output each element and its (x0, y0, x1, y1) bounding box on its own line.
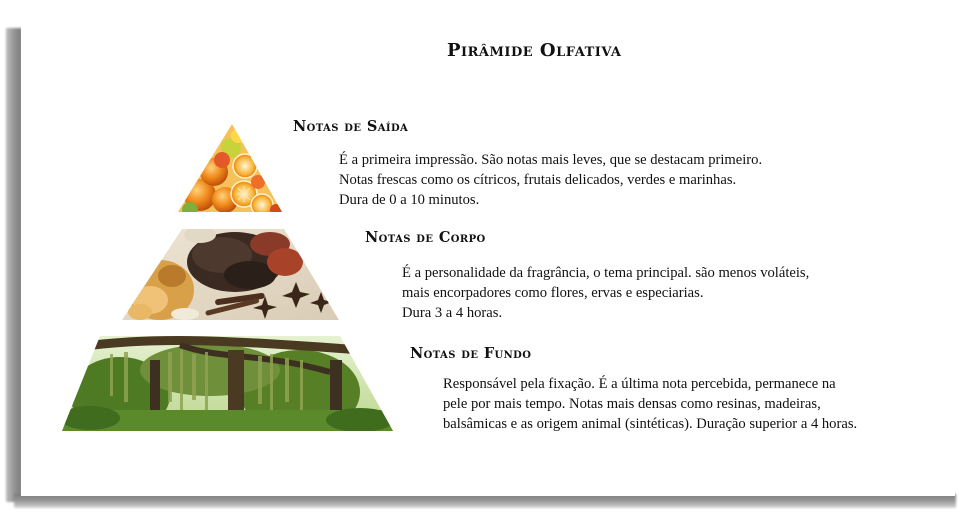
description-line: Dura 3 a 4 horas. (402, 305, 503, 321)
level-heading-corpo: Notas de Corpo (365, 229, 486, 246)
pyramid-top-citrus (170, 120, 290, 220)
description-line: Notas frescas como os cítricos, frutais delicados, verdes e marinhas. (339, 172, 737, 188)
description-line: É a personalidade da fragrância, o tema principal. são menos voláteis, (402, 265, 810, 281)
level-description-corpo (402, 263, 809, 323)
description-line: Dura de 0 a 10 minutos. (339, 192, 480, 208)
level-description-saida (339, 150, 762, 210)
level-heading-fundo: Notas de Fundo (410, 345, 532, 362)
description-line: Responsável pela fixação. É a última nota percebida, permanece na (443, 376, 836, 392)
description-line: mais encorpadores como flores, ervas e especiarias. (402, 285, 704, 301)
description-line: pele por mais tempo. Notas mais densas como resinas, madeiras, (443, 396, 821, 412)
description-line: balsâmicas e as origem animal (sintéticas). Duração superior a 4 horas. (443, 416, 858, 432)
level-heading-saida: Notas de Saída (293, 118, 409, 135)
level-description-fundo (443, 374, 857, 434)
pyramid-bottom-forest (55, 330, 400, 435)
diagram-title: Pirâmide Olfativa (447, 40, 622, 61)
description-line: É a primeira impressão. São notas mais leves, que se destacam primeiro. (339, 152, 763, 168)
pyramid-middle-spices (115, 225, 345, 325)
